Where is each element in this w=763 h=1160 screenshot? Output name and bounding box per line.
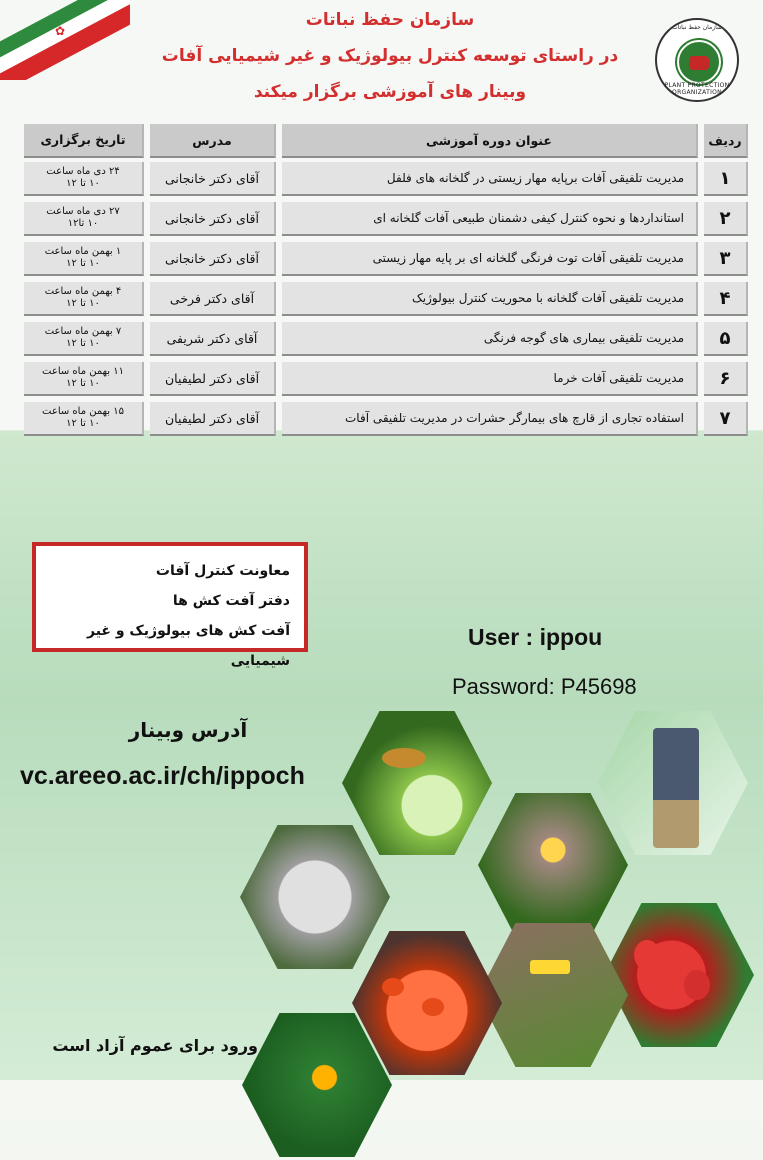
table-row — [24, 282, 748, 316]
strawberry-icon — [634, 940, 660, 970]
row-date-line2: ۱۰ تا ۱۲ — [66, 298, 100, 309]
row-title: مدیریت تلفیقی آفات توت فرنگی گلخانه ای بر پایه مهار زیستی — [282, 242, 698, 276]
login-password: Password: P45698 — [452, 674, 637, 699]
department-line-2: دفتر آفت کش ها — [172, 593, 290, 609]
header-title: عنوان دوره آموزشی — [282, 124, 698, 158]
table-row — [24, 242, 748, 276]
row-num: ۷ — [704, 402, 748, 436]
row-date — [24, 242, 144, 276]
row-date-line1: ۱۵ بهمن ماه ساعت — [42, 406, 124, 417]
logo-text-bottom: PLANT PROTECTION ORGANIZATION — [664, 82, 730, 96]
row-date-line1: ۱ بهمن ماه ساعت — [44, 246, 122, 257]
table-row — [24, 362, 748, 396]
row-title: مدیریت تلفیقی آفات خرما — [282, 362, 698, 396]
hex-photo-strawberry — [604, 900, 754, 1050]
row-date — [24, 282, 144, 316]
free-entry-note: ورود برای عموم آزاد است — [52, 1036, 258, 1055]
table-row — [24, 322, 748, 356]
row-title: مدیریت تلفیقی بیماری های گوجه فرنگی — [282, 322, 698, 356]
webinar-address-label: آدرس وبینار — [128, 718, 248, 742]
table-header-row — [24, 124, 748, 158]
row-date — [24, 322, 144, 356]
header-teacher: مدرس — [150, 124, 276, 158]
header-num: ردیف — [704, 124, 748, 158]
department-line-3: آفت کش های بیولوژیک و غیر شیمیایی — [86, 623, 290, 669]
hex-photo-date-palm — [478, 920, 628, 1070]
hex-photo-trap — [598, 708, 748, 858]
row-title: استانداردها و نحوه کنترل کیفی دشمنان طبیعی آفات گلخانه ای — [282, 202, 698, 236]
row-num: ۲ — [704, 202, 748, 236]
row-num: ۵ — [704, 322, 748, 356]
login-user: User : ippou — [468, 624, 603, 650]
logo-emblem-icon — [677, 40, 721, 84]
header-date: تاریخ برگزاری — [24, 124, 144, 158]
hex-photo-fly — [342, 708, 492, 858]
flag-emblem-icon: ✿ — [55, 24, 66, 38]
row-num: ۳ — [704, 242, 748, 276]
department-line-1: معاونت کنترل آفات — [155, 563, 290, 579]
table-row — [24, 162, 748, 196]
row-date-line2: ۱۰ تا ۱۲ — [66, 178, 100, 189]
header-line-2: در راستای توسعه کنترل بیولوژیک و غیر شیمیایی آفات — [161, 46, 619, 66]
row-num: ۶ — [704, 362, 748, 396]
ladybug-icon — [382, 978, 404, 996]
row-teacher: آقای دکتر فرخی — [150, 282, 276, 316]
row-title: استفاده تجاری از قارچ های بیمارگر حشرات در مدیریت تلفیقی آفات — [282, 402, 698, 436]
row-date — [24, 402, 144, 436]
row-date-line2: ۱۰ تا ۱۲ — [66, 418, 100, 429]
fly-icon — [382, 748, 426, 768]
row-date-line2: ۱۰ تا ۱۲ — [66, 378, 100, 389]
row-teacher: آقای دکتر لطیفیان — [150, 402, 276, 436]
row-teacher: آقای دکتر خانجانی — [150, 202, 276, 236]
row-date-line1: ۲۴ دی ماه ساعت — [46, 166, 120, 177]
row-num: ۴ — [704, 282, 748, 316]
strawberry-icon — [684, 970, 710, 1000]
row-date — [24, 362, 144, 396]
yellow-band-icon — [530, 960, 570, 974]
ladybug-icon — [422, 998, 444, 1016]
iran-flag — [0, 0, 130, 80]
logo-text-top: سازمان حفظ نباتات — [672, 24, 722, 31]
row-date — [24, 162, 144, 196]
hex-photo-palm — [478, 790, 628, 940]
row-title: مدیریت تلفیقی آفات برپایه مهار زیستی در گلخانه های فلفل — [282, 162, 698, 196]
row-date-line1: ۴ بهمن ماه ساعت — [44, 286, 122, 297]
ppo-logo — [655, 18, 739, 102]
table-row — [24, 202, 748, 236]
row-teacher: آقای دکتر شریفی — [150, 322, 276, 356]
table-row — [24, 402, 748, 436]
hex-photo-jar — [240, 822, 390, 972]
header-line-1: سازمان حفظ نباتات — [305, 10, 475, 30]
department-box — [32, 542, 308, 669]
row-date-line2: ۱۰ تا ۱۲ — [66, 258, 100, 269]
header-line-3: وبینار های آموزشی برگزار میکند — [253, 82, 527, 102]
webinar-url-link[interactable]: vc.areeo.ac.ir/ch/ippoch — [20, 762, 305, 790]
row-teacher: آقای دکتر خانجانی — [150, 242, 276, 276]
row-date-line1: ۲۷ دی ماه ساعت — [46, 206, 120, 217]
row-date — [24, 202, 144, 236]
row-title: مدیریت تلفیقی آفات گلخانه با محوریت کنترل بیولوژیک — [282, 282, 698, 316]
row-date-line2: ۱۰ تا۱۲ — [67, 218, 99, 229]
row-teacher: آقای دکتر لطیفیان — [150, 362, 276, 396]
row-num: ۱ — [704, 162, 748, 196]
row-date-line2: ۱۰ تا ۱۲ — [66, 338, 100, 349]
row-teacher: آقای دکتر خانجانی — [150, 162, 276, 196]
row-date-line1: ۱۱ بهمن ماه ساعت — [42, 366, 124, 377]
row-date-line1: ۷ بهمن ماه ساعت — [44, 326, 122, 337]
sticky-trap-icon — [653, 728, 699, 848]
